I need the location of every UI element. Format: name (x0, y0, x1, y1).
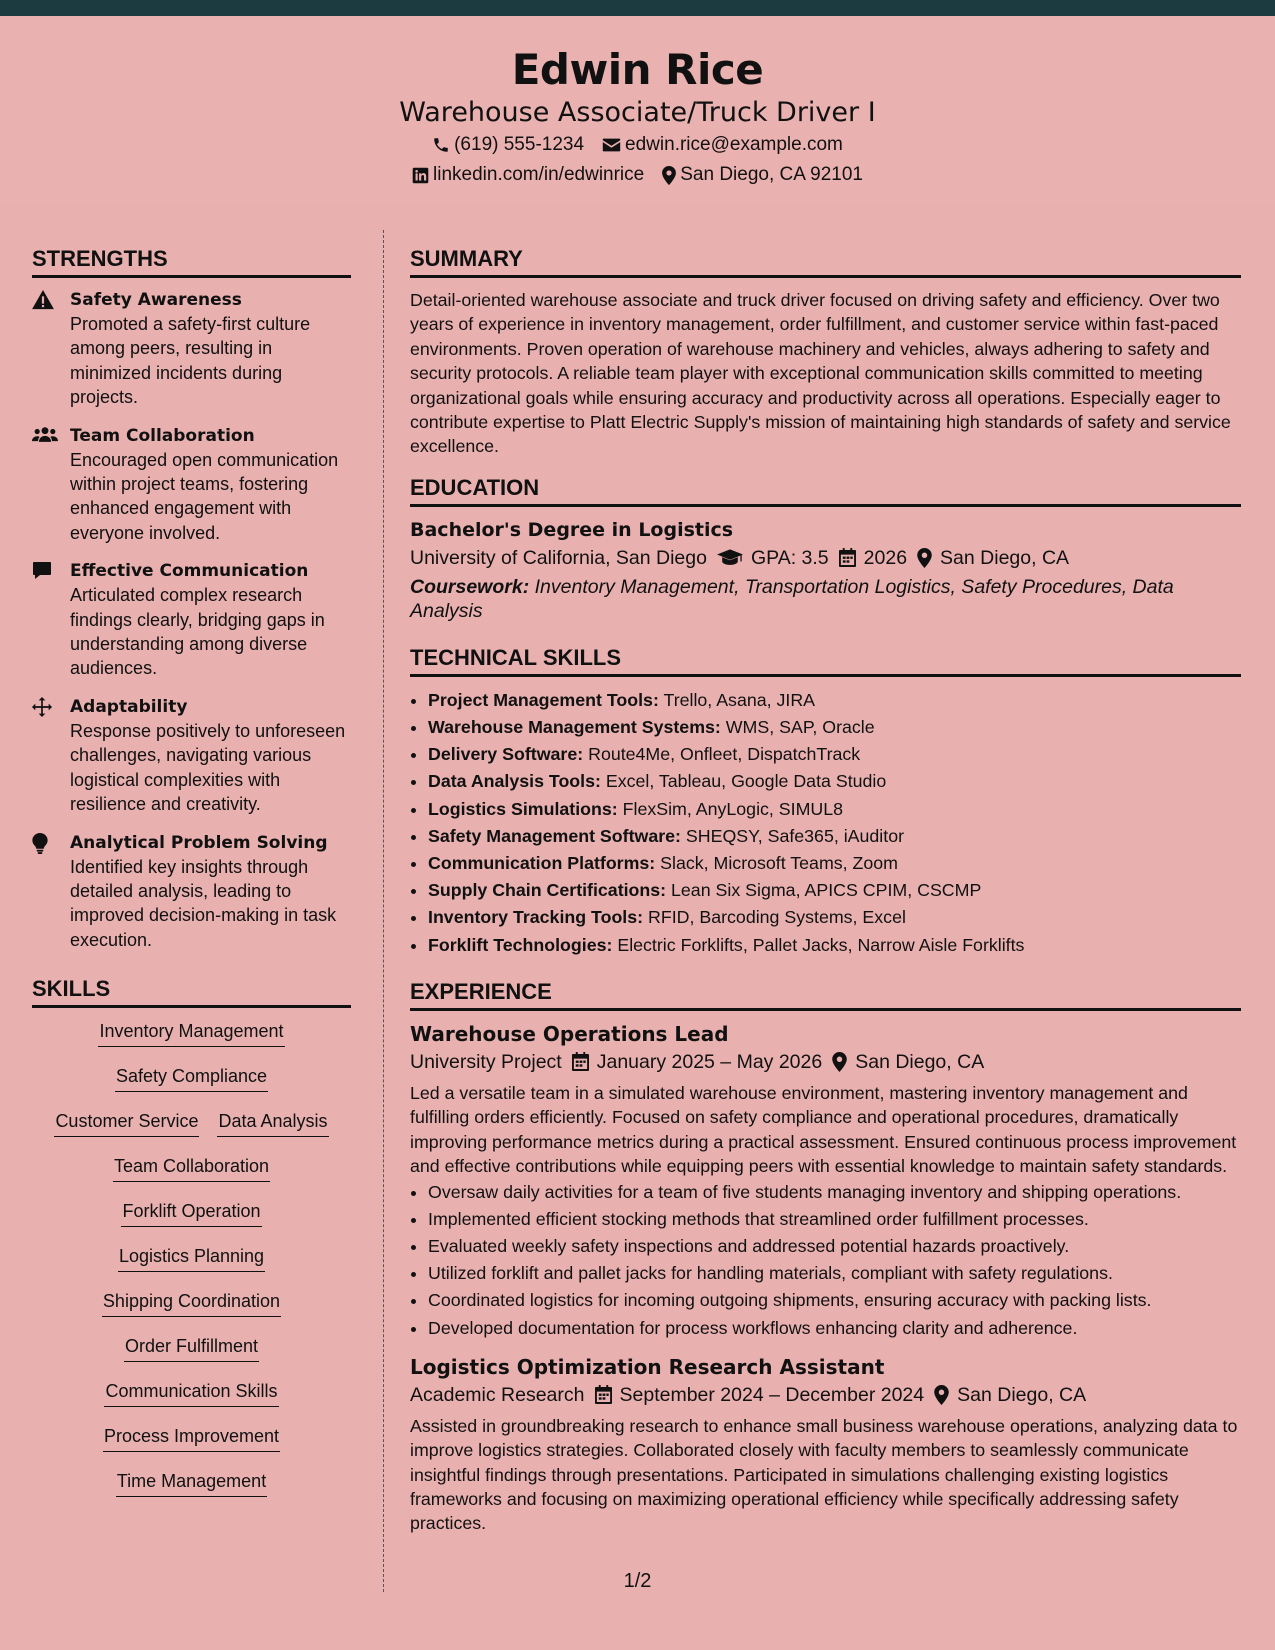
linkedin-text[interactable]: linkedin.com/in/edwinrice (433, 164, 645, 185)
map-pin-icon (917, 548, 932, 568)
skill-tag: Team Collaboration (113, 1153, 270, 1182)
summary-heading: SUMMARY (410, 244, 1241, 278)
tech-skill-label: Supply Chain Certifications: (428, 880, 667, 901)
graduation-cap-icon (717, 549, 743, 567)
left-column (32, 244, 351, 1513)
phone-icon (432, 136, 450, 154)
skill-row (32, 1108, 351, 1153)
skill-row (32, 1063, 351, 1108)
envelope-icon (602, 137, 621, 153)
lightbulb-icon (32, 833, 48, 854)
skill-row (32, 1378, 351, 1423)
page-number: 1/2 (623, 1570, 652, 1592)
tech-skill-label: Warehouse Management Systems: (428, 717, 721, 738)
skill-tag: Data Analysis (217, 1108, 328, 1137)
strength-item (32, 288, 351, 410)
job-bullet: • Evaluated weekly safety inspections and addressed potential hazards proactively. (428, 1233, 1241, 1260)
users-icon (32, 426, 58, 444)
tech-skill-label: Communication Platforms: (428, 853, 656, 874)
job-location-item (934, 1380, 1086, 1410)
job-title: Logistics Optimization Research Assistant (410, 1354, 885, 1379)
strength-item (32, 695, 351, 817)
job-title: Warehouse Operations Lead (410, 1021, 729, 1046)
skill-tag: Safety Compliance (115, 1063, 268, 1092)
education-meta (410, 543, 1241, 573)
strength-desc: Articulated complex research findings clearly, bridging gaps in understanding among diverse audiences. (70, 585, 325, 679)
skill-tag: Customer Service (54, 1108, 199, 1137)
job-bullet: • Oversaw daily activities for a team of five students managing inventory and shipping operations. (428, 1179, 1241, 1206)
skill-tag: Forklift Operation (121, 1198, 261, 1227)
job-bullet: • Implemented efficient stocking methods that streamlined order fulfillment processes. (428, 1206, 1241, 1233)
strength-name: Effective Communication (70, 561, 309, 582)
skill-row (32, 1288, 351, 1333)
tech-skill-label: Delivery Software: (428, 744, 584, 765)
tech-skill-value: Excel, Tableau, Google Data Studio (600, 771, 887, 792)
location-text: San Diego, CA 92101 (680, 164, 863, 185)
map-pin-icon (832, 1052, 847, 1072)
strength-desc: Identified key insights through detailed analysis, leading to improved decision-making in task execution. (70, 856, 337, 950)
skill-tag: Inventory Management (98, 1018, 284, 1047)
skill-row (32, 1018, 351, 1063)
skills-list (32, 1018, 351, 1513)
strengths-heading: STRENGTHS (32, 244, 351, 278)
calendar-icon (839, 548, 856, 567)
skill-tag: Process Improvement (103, 1423, 280, 1452)
skill-tag: Shipping Coordination (102, 1288, 281, 1317)
right-column (410, 244, 1241, 1536)
skill-row (32, 1333, 351, 1378)
tech-skill-label: Safety Management Software: (428, 825, 681, 846)
coursework-label: Coursework: (410, 575, 530, 598)
skill-row (32, 1243, 351, 1288)
tech-skill-value: RFID, Barcoding Systems, Excel (643, 907, 906, 928)
tech-skill-label: Forklift Technologies: (428, 934, 613, 955)
tech-skill-item (428, 741, 1241, 768)
tech-skill-item (428, 932, 1241, 959)
calendar-icon (595, 1385, 612, 1404)
skill-tag: Order Fulfillment (124, 1333, 259, 1362)
comment-icon (32, 561, 52, 581)
skill-row (32, 1468, 351, 1513)
edu-location-item (917, 543, 1069, 573)
linkedin-item (412, 160, 644, 190)
contact-line-1 (0, 130, 1275, 160)
tech-skill-value: FlexSim, AnyLogic, SIMUL8 (617, 798, 844, 819)
job-bullet: • Coordinated logistics for incoming outgoing shipments, ensuring accuracy with packing lists. (428, 1287, 1241, 1314)
tech-skill-label: Project Management Tools: (428, 689, 659, 710)
job-dates-item (595, 1380, 925, 1410)
job-description: Led a versatile team in a simulated warehouse environment, mastering inventory management and fulfilling orders efficiently. Focused on safety compliance and operational procedures, dramatically improving performance metrics during a practical assessment. Ensured continuous process improvement and effective contributions while equipping peers with essential knowledge to maintain safety standards. (410, 1082, 1237, 1177)
email-text[interactable]: edwin.rice@example.com (625, 134, 843, 155)
phone-item (432, 130, 584, 160)
year-item (839, 543, 907, 573)
job-entry (410, 1354, 1241, 1536)
coursework-text: Inventory Management, Transportation Logistics, Safety Procedures, Data Analysis (410, 575, 1174, 622)
tech-skill-item (428, 796, 1241, 823)
job-bullet: • Utilized forklift and pallet jacks for handling materials, compliant with safety regulations. (428, 1260, 1241, 1287)
education-heading: EDUCATION (410, 473, 1241, 507)
resume-header (0, 16, 1275, 204)
job-meta (410, 1047, 1241, 1077)
tech-skill-value: Slack, Microsoft Teams, Zoom (655, 853, 898, 874)
location-item (662, 160, 863, 190)
job-dates: January 2025 – May 2026 (596, 1050, 823, 1073)
job-location: San Diego, CA (957, 1383, 1087, 1406)
skill-tag: Communication Skills (104, 1378, 278, 1407)
job-entry (410, 1021, 1241, 1342)
top-bar (0, 0, 1275, 16)
tech-skill-item (428, 877, 1241, 904)
contact-line-2 (0, 160, 1275, 190)
tech-skill-item (428, 687, 1241, 714)
experience-heading: EXPERIENCE (410, 977, 1241, 1011)
strength-name: Team Collaboration (70, 425, 255, 446)
skill-tag: Logistics Planning (118, 1243, 265, 1272)
job-org: University Project (410, 1050, 562, 1073)
tech-skill-value: SHEQSY, Safe365, iAuditor (680, 825, 905, 846)
job-location-item (832, 1047, 984, 1077)
strength-item (32, 424, 351, 546)
strength-desc: Response positively to unforeseen challenges, navigating various logistical complexities with resilience and creativity. (70, 720, 346, 815)
tech-skill-item (428, 850, 1241, 877)
strength-name: Safety Awareness (70, 290, 242, 310)
skill-tag: Time Management (116, 1468, 267, 1497)
tech-skill-value: Trello, Asana, JIRA (658, 689, 816, 710)
tech-skill-item (428, 904, 1241, 931)
job-location: San Diego, CA (855, 1050, 985, 1073)
skill-row (32, 1423, 351, 1468)
skill-row (32, 1198, 351, 1243)
strength-desc: Promoted a safety-first culture among peers, resulting in minimized incidents during projects. (70, 314, 311, 408)
skill-row (32, 1153, 351, 1198)
tech-skill-value: WMS, SAP, Oracle (720, 717, 875, 738)
skills-heading: SKILLS (32, 974, 351, 1008)
strength-item (32, 831, 351, 953)
degree: Bachelor's Degree in Logistics (410, 518, 734, 541)
job-meta (410, 1380, 1241, 1410)
gpa-text: GPA: 3.5 (750, 546, 829, 569)
job-description: Assisted in groundbreaking research to enhance small business warehouse operations, analyzing data to improve logistics strategies. Collaborated closely with faculty members to seamlessly communicate insightful findings through presentations. Participated in simulations challenging existing logistics frameworks and focusing on maximizing operational efficiency while specifically addressing safety practices. (410, 1415, 1238, 1534)
column-divider (383, 230, 384, 1592)
job-bullets (410, 1179, 1241, 1342)
job-dates-item (572, 1047, 823, 1077)
phone-text[interactable]: (619) 555-1234 (454, 134, 585, 155)
arrows-icon (32, 697, 52, 717)
linkedin-icon (412, 167, 429, 184)
school-name: University of California, San Diego (410, 546, 707, 569)
tech-skill-label: Logistics Simulations: (428, 798, 618, 819)
job-org: Academic Research (410, 1383, 585, 1406)
job-dates: September 2024 – December 2024 (619, 1383, 925, 1406)
candidate-name: Edwin Rice (511, 45, 764, 94)
job-bullet: • Developed documentation for process workflows enhancing clarity and adherence. (428, 1315, 1241, 1342)
map-pin-icon (934, 1385, 949, 1405)
technical-skills-heading: TECHNICAL SKILLS (410, 643, 1241, 677)
tech-skill-value: Electric Forklifts, Pallet Jacks, Narrow Aisle Forklifts (612, 934, 1025, 955)
tech-skill-label: Inventory Tracking Tools: (428, 907, 644, 928)
warning-icon (32, 290, 54, 310)
tech-skill-item (428, 768, 1241, 795)
candidate-title: Warehouse Associate/Truck Driver I (399, 97, 876, 128)
tech-skill-value: Route4Me, Onfleet, DispatchTrack (583, 744, 861, 765)
tech-skill-item (428, 823, 1241, 850)
edu-location-text: San Diego, CA (940, 546, 1070, 569)
calendar-icon (572, 1052, 589, 1071)
strength-desc: Encouraged open communication within project teams, fostering enhanced engagement with everyone involved. (70, 449, 339, 543)
gpa-item (717, 543, 829, 573)
technical-skills-list (410, 687, 1241, 959)
map-pin-icon (662, 166, 676, 185)
coursework (410, 575, 1241, 623)
email-item (602, 130, 843, 160)
strength-name: Adaptability (70, 696, 188, 717)
strength-item (32, 559, 351, 681)
strength-name: Analytical Problem Solving (70, 832, 328, 853)
summary-text: Detail-oriented warehouse associate and truck driver focused on driving safety and efficiency. Over two years of experience in inventory management, order fulfillment, and customer service within fast-paced environments. Proven operation of warehouse machinery and vehicles, always adhering to safety and security protocols. A reliable team player with exceptional communication skills committed to meeting organizational goals while ensuring accuracy and productivity across all operations. Especially eager to contribute expertise to Platt Electric Supply's mission of maintaining high standards of safety and service excellence. (410, 290, 1231, 457)
tech-skill-value: Lean Six Sigma, APICS CPIM, CSCMP (666, 880, 982, 901)
year-text: 2026 (863, 546, 908, 569)
tech-skill-label: Data Analysis Tools: (428, 771, 601, 792)
tech-skill-item (428, 714, 1241, 741)
